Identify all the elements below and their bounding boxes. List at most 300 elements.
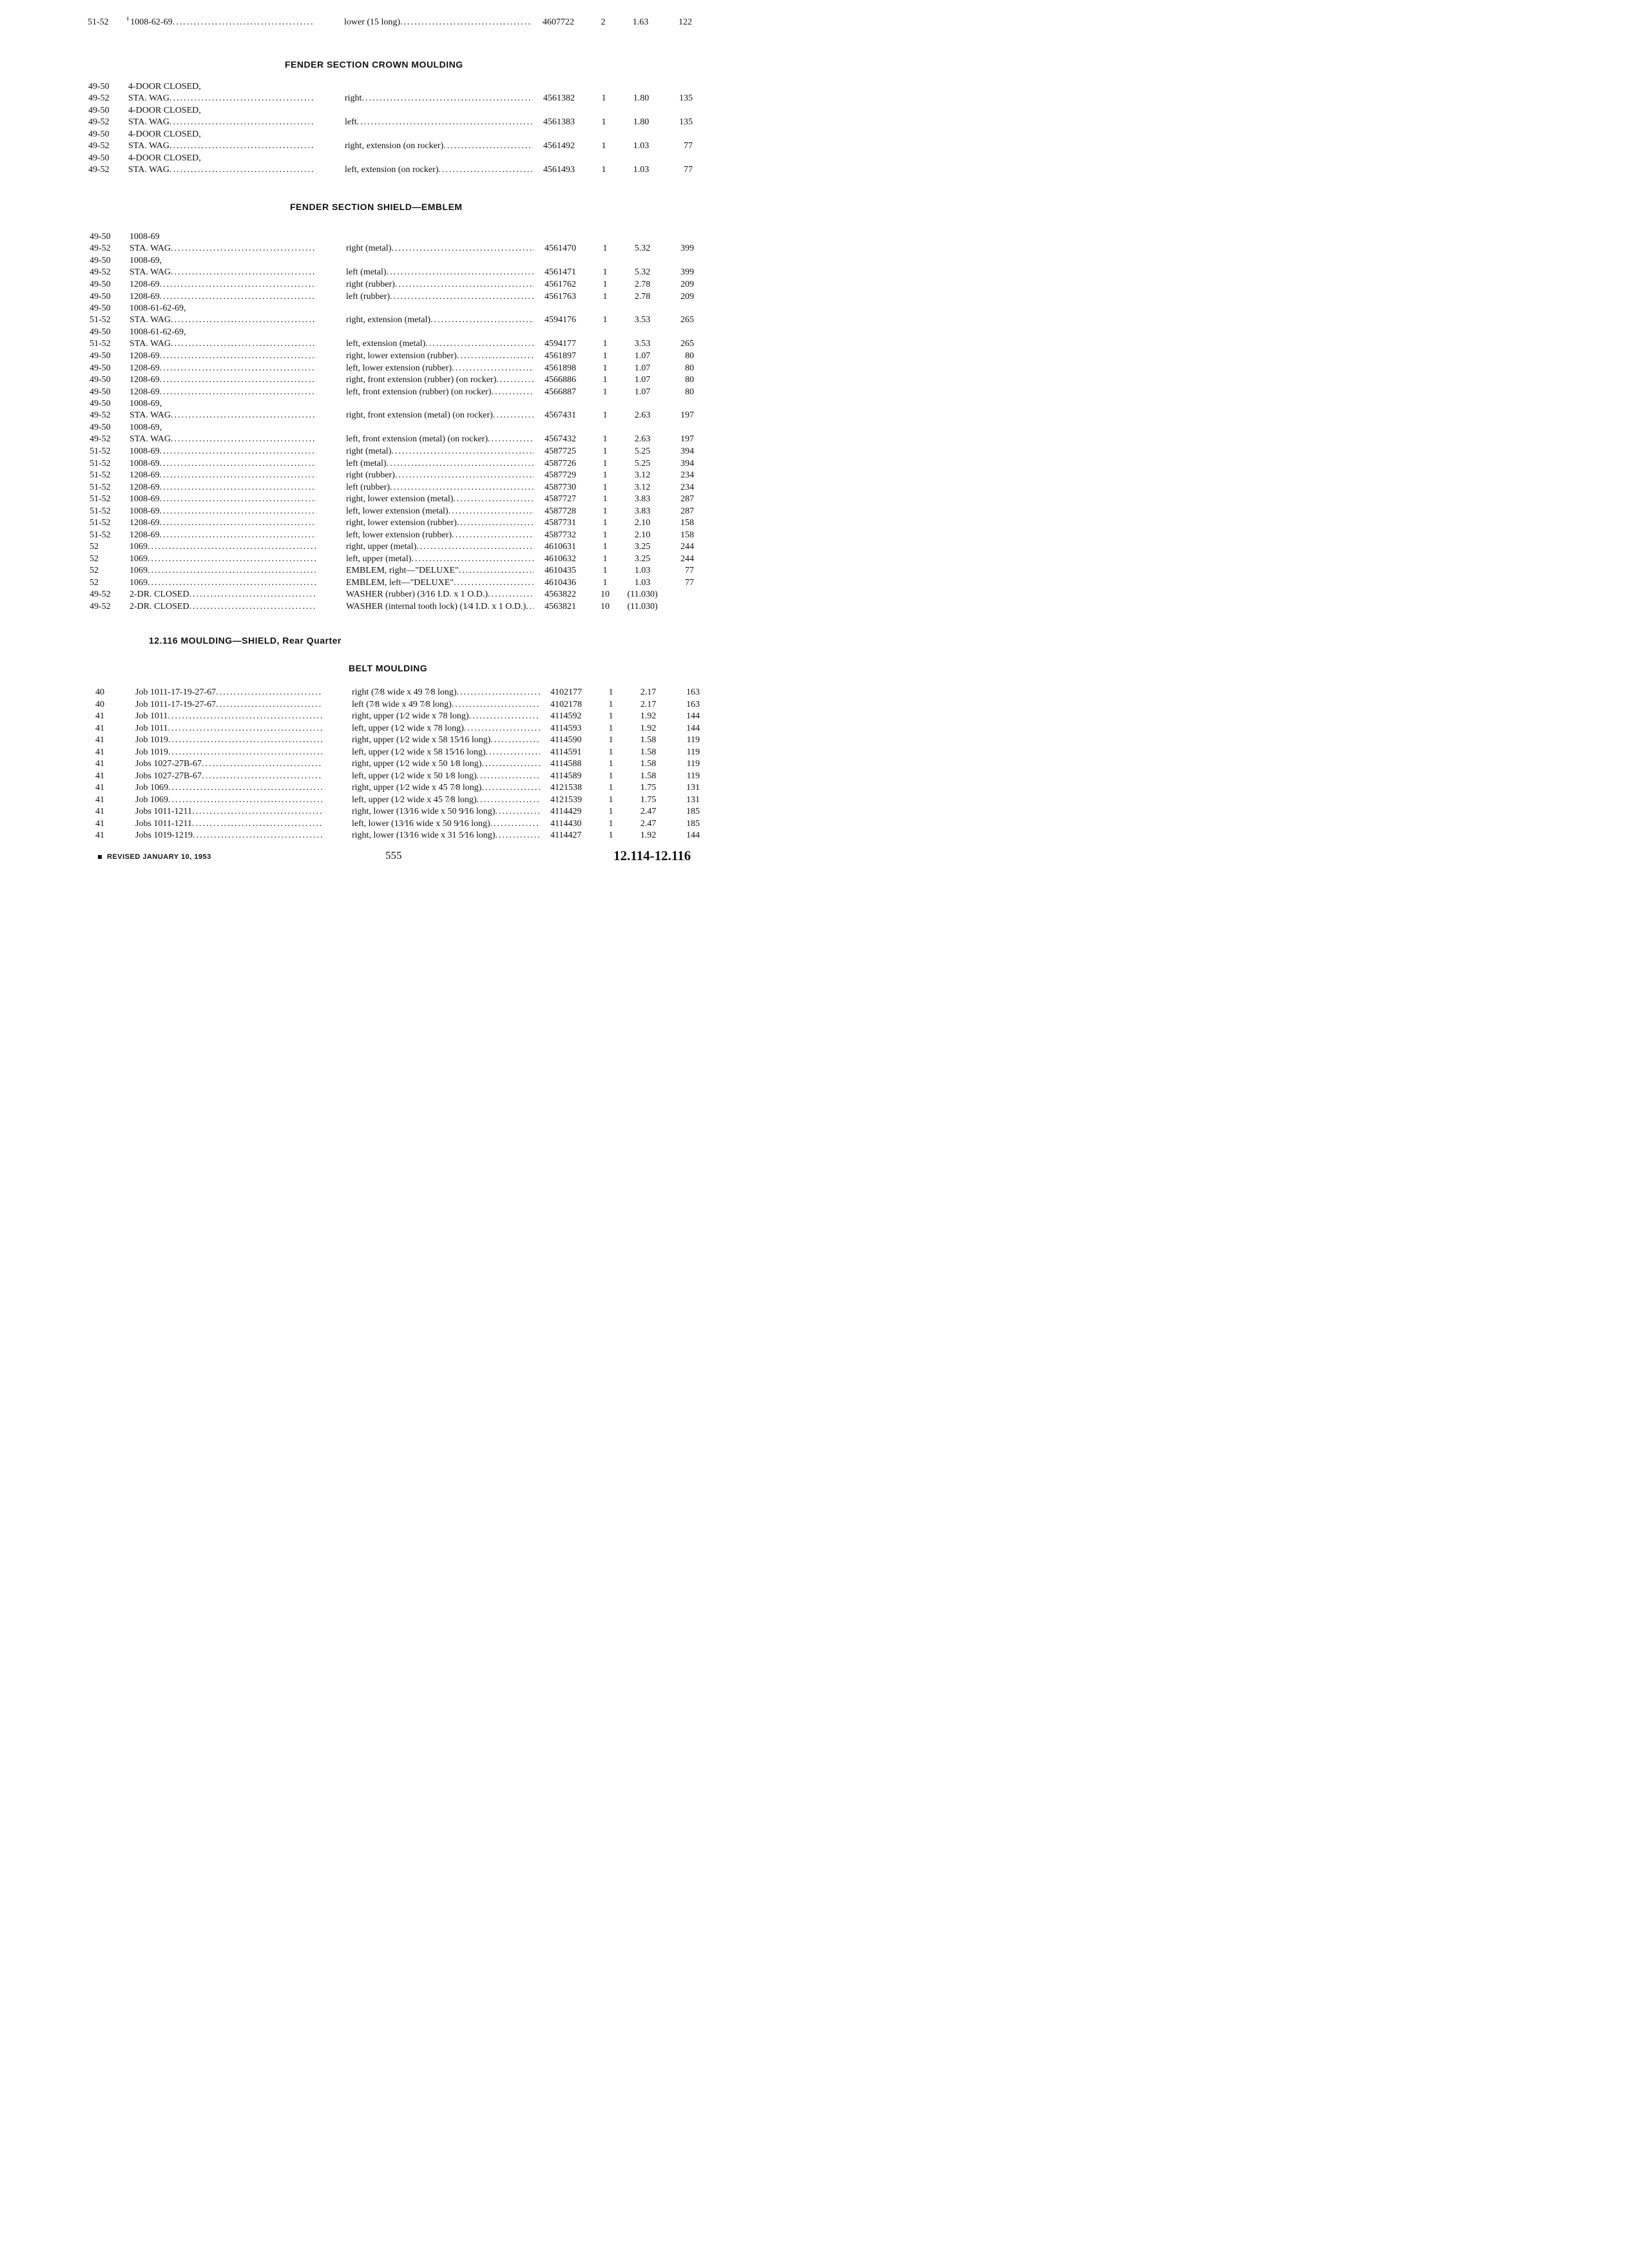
dot-leader bbox=[160, 482, 316, 494]
body-type bbox=[130, 387, 316, 398]
body-type: 1008-61-62-69, bbox=[130, 327, 186, 337]
dot-leader bbox=[495, 830, 540, 841]
dot-leader bbox=[491, 387, 534, 398]
list-price: 2.78 bbox=[634, 280, 651, 289]
body-type-text: Jobs 1011-1211 bbox=[135, 807, 193, 816]
part-description bbox=[344, 17, 532, 28]
dot-leader bbox=[169, 117, 315, 128]
part-number: 4561471 bbox=[545, 267, 576, 277]
part-description bbox=[346, 553, 534, 565]
dot-leader bbox=[443, 140, 533, 152]
part-number: 4567432 bbox=[545, 434, 576, 444]
model-years bbox=[88, 105, 127, 128]
list-price: 1.80 bbox=[633, 117, 650, 127]
quantity: 10 bbox=[601, 590, 610, 599]
part-description-text: left, upper (1⁄2 wide x 50 1⁄8 long) bbox=[352, 771, 477, 781]
part-description-text: left, lower extension (metal) bbox=[346, 506, 448, 516]
model-year: 49-50 bbox=[88, 130, 110, 139]
part-description bbox=[352, 711, 540, 722]
part-number: 4114592 bbox=[550, 711, 582, 721]
body-types bbox=[130, 506, 316, 517]
body-type bbox=[130, 482, 316, 494]
body-types bbox=[135, 806, 322, 818]
dot-leader bbox=[469, 711, 540, 722]
part-number: 4114593 bbox=[550, 723, 582, 733]
model-year: 51-52 bbox=[88, 17, 109, 27]
body-type bbox=[130, 243, 316, 255]
part-description-text: right (metal) bbox=[346, 244, 392, 253]
list-price: 1.58 bbox=[640, 735, 657, 745]
body-type-text: Job 1011 bbox=[135, 711, 168, 721]
list-price: 3.83 bbox=[634, 506, 651, 516]
body-type-text: 1208-69 bbox=[130, 351, 160, 361]
dot-leader bbox=[171, 314, 316, 326]
body-types bbox=[135, 687, 322, 698]
body-type-text: Job 1069 bbox=[135, 783, 168, 793]
dot-leader bbox=[160, 363, 316, 374]
model-years bbox=[95, 747, 134, 758]
part-description-text: left, upper (1⁄2 wide x 45 7⁄8 long) bbox=[352, 794, 477, 805]
body-type bbox=[130, 351, 316, 362]
quantity: 1 bbox=[602, 494, 608, 504]
quantity: 1 bbox=[602, 339, 608, 349]
body-type-text: STA. WAG bbox=[128, 165, 169, 175]
model-years bbox=[90, 577, 128, 589]
model-years bbox=[90, 601, 128, 613]
list-price: 1.03 bbox=[634, 566, 651, 575]
body-type bbox=[135, 735, 322, 746]
body-types bbox=[130, 279, 316, 291]
body-type-text: Job 1011 bbox=[135, 723, 168, 733]
weight: 265 bbox=[680, 339, 694, 349]
dot-leader bbox=[171, 243, 316, 255]
model-year: 51-52 bbox=[90, 470, 111, 480]
body-type-text: Jobs 1027-27B-67 bbox=[135, 771, 202, 781]
dot-leader bbox=[395, 470, 534, 481]
body-types bbox=[128, 105, 315, 128]
model-years bbox=[90, 279, 128, 291]
part-description bbox=[345, 93, 533, 104]
body-type bbox=[130, 446, 316, 457]
model-year: 49-52 bbox=[90, 410, 111, 420]
catalog-page bbox=[0, 0, 730, 1000]
dot-leader bbox=[430, 314, 534, 326]
model-year: 49-50 bbox=[88, 82, 110, 91]
model-year: 41 bbox=[95, 818, 104, 829]
dot-leader bbox=[168, 735, 322, 746]
body-types bbox=[130, 517, 316, 529]
body-types bbox=[130, 303, 316, 326]
body-types bbox=[135, 758, 322, 770]
body-types bbox=[130, 482, 316, 494]
dot-leader bbox=[390, 482, 534, 494]
body-type bbox=[130, 517, 316, 529]
body-type-text: STA. WAG bbox=[128, 93, 169, 103]
weight: 265 bbox=[680, 315, 694, 325]
dot-leader bbox=[160, 530, 316, 541]
body-types bbox=[135, 830, 322, 841]
model-year: 49-50 bbox=[90, 327, 111, 337]
body-type-text: STA. WAG bbox=[128, 141, 169, 151]
part-description bbox=[345, 117, 533, 128]
weight: 77 bbox=[685, 577, 694, 588]
dot-leader bbox=[457, 517, 534, 529]
part-description-text: right, upper (metal) bbox=[346, 542, 417, 552]
body-types bbox=[135, 794, 322, 806]
body-types bbox=[130, 530, 316, 541]
body-types bbox=[135, 818, 322, 830]
list-price: 1.07 bbox=[634, 375, 651, 385]
part-number: 4566887 bbox=[545, 387, 576, 397]
model-years bbox=[95, 735, 134, 746]
body-type bbox=[130, 553, 316, 565]
dot-leader bbox=[457, 687, 540, 698]
part-description bbox=[346, 577, 534, 589]
body-types bbox=[135, 747, 322, 758]
body-type bbox=[128, 140, 315, 152]
dot-leader bbox=[488, 434, 534, 445]
weight: 135 bbox=[679, 93, 693, 103]
weight: 80 bbox=[685, 363, 694, 373]
body-type-text: 1008-69 bbox=[130, 506, 160, 516]
quantity: 1 bbox=[608, 687, 613, 697]
part-description-text: left, lower extension (rubber) bbox=[346, 363, 452, 373]
body-type: 1008-61-62-69, bbox=[130, 303, 186, 313]
model-year: 51-52 bbox=[90, 482, 111, 492]
list-price: 1.75 bbox=[640, 794, 657, 805]
body-types bbox=[130, 363, 316, 374]
body-types bbox=[135, 711, 322, 722]
body-types bbox=[135, 771, 322, 782]
part-description-text: left, upper (metal) bbox=[346, 553, 412, 564]
model-years bbox=[90, 470, 128, 481]
dot-leader bbox=[148, 565, 316, 577]
body-types bbox=[130, 470, 316, 481]
quantity: 1 bbox=[602, 267, 608, 277]
quantity: 1 bbox=[602, 542, 608, 552]
body-type-text: Jobs 1019-1219 bbox=[135, 831, 193, 840]
dot-leader bbox=[160, 446, 316, 457]
model-years bbox=[88, 153, 127, 176]
part-description bbox=[352, 806, 540, 818]
dot-leader bbox=[454, 577, 534, 589]
weight: 144 bbox=[686, 711, 700, 721]
part-number: 4563822 bbox=[545, 590, 576, 599]
body-type-text: Jobs 1011-1211 bbox=[135, 818, 193, 829]
body-type-text: Job 1069 bbox=[135, 794, 168, 805]
part-description bbox=[346, 470, 534, 481]
body-type bbox=[130, 291, 316, 303]
dot-leader bbox=[160, 517, 316, 529]
dot-leader bbox=[160, 506, 316, 517]
body-type bbox=[135, 723, 322, 735]
body-type bbox=[135, 782, 322, 794]
model-year: 51-52 bbox=[90, 339, 111, 349]
weight: 77 bbox=[684, 165, 693, 175]
part-description-text: right, lower (13⁄16 wide x 50 9⁄16 long) bbox=[352, 807, 496, 816]
part-description bbox=[346, 410, 534, 421]
body-types bbox=[130, 327, 316, 350]
part-description-text: right, extension (on rocker) bbox=[345, 141, 444, 151]
part-description-text: left, lower extension (rubber) bbox=[346, 530, 452, 540]
part-number: 4561493 bbox=[543, 165, 575, 175]
quantity: 1 bbox=[608, 794, 613, 805]
part-description-text: right (rubber) bbox=[346, 280, 395, 289]
part-description-text: left, front extension (rubber) (on rocker) bbox=[346, 387, 492, 397]
dot-leader bbox=[171, 267, 316, 278]
quantity: 1 bbox=[602, 363, 608, 373]
model-years bbox=[95, 687, 134, 698]
body-types bbox=[130, 577, 316, 589]
part-number: 4587727 bbox=[545, 494, 576, 504]
body-type-text: 1069 bbox=[130, 553, 148, 564]
weight: 197 bbox=[680, 410, 694, 420]
dot-leader bbox=[193, 830, 322, 841]
part-description-text: right, upper (1⁄2 wide x 50 1⁄8 long) bbox=[352, 759, 482, 769]
part-number: 4587729 bbox=[545, 470, 576, 480]
list-price: 3.25 bbox=[634, 553, 651, 564]
dot-leader bbox=[160, 279, 316, 291]
dot-leader bbox=[160, 470, 316, 481]
body-type bbox=[130, 279, 316, 291]
body-types bbox=[128, 129, 315, 152]
list-price: 1.03 bbox=[634, 577, 651, 588]
part-description bbox=[346, 494, 534, 505]
part-description bbox=[346, 541, 534, 553]
model-year: 49-52 bbox=[90, 244, 111, 253]
model-years bbox=[90, 398, 128, 421]
weight: 209 bbox=[680, 291, 694, 302]
quantity: 1 bbox=[602, 553, 608, 564]
weight: 135 bbox=[679, 117, 693, 127]
dot-leader bbox=[169, 164, 315, 176]
dot-leader bbox=[148, 553, 316, 565]
model-years bbox=[95, 794, 134, 806]
model-year: 49-50 bbox=[90, 232, 111, 242]
model-years bbox=[90, 291, 128, 303]
model-year: 49-50 bbox=[90, 291, 111, 302]
model-year: 49-52 bbox=[90, 601, 111, 611]
dot-leader bbox=[526, 601, 534, 613]
model-years bbox=[90, 482, 128, 494]
body-types bbox=[130, 291, 316, 303]
weight: 144 bbox=[686, 831, 700, 840]
part-description bbox=[346, 589, 534, 601]
part-description-text: left bbox=[345, 117, 357, 127]
body-type-text: STA. WAG bbox=[128, 117, 169, 127]
list-price: 1.07 bbox=[634, 387, 651, 397]
weight: 119 bbox=[686, 759, 700, 769]
dot-leader bbox=[391, 243, 534, 255]
dot-leader bbox=[425, 338, 534, 350]
part-number: 4587726 bbox=[545, 458, 576, 468]
quantity: 1 bbox=[602, 447, 608, 456]
list-price: 3.53 bbox=[634, 315, 651, 325]
part-number: 4114430 bbox=[550, 818, 582, 829]
dot-leader bbox=[202, 771, 322, 782]
part-description-text: left, extension (on rocker) bbox=[345, 165, 439, 175]
body-type-text: Jobs 1027-27B-67 bbox=[135, 759, 202, 769]
quantity: 1 bbox=[601, 165, 606, 175]
body-type-text: STA. WAG bbox=[130, 315, 171, 325]
part-number: 4563821 bbox=[545, 601, 576, 611]
body-type-text: STA. WAG bbox=[130, 267, 171, 277]
model-years bbox=[88, 81, 127, 104]
list-price: 1.07 bbox=[634, 351, 651, 361]
model-year: 51-52 bbox=[90, 506, 111, 516]
revised-note bbox=[98, 853, 211, 861]
part-number: 4114591 bbox=[550, 747, 582, 757]
part-description-text: left (rubber) bbox=[346, 482, 390, 492]
model-year: 49-52 bbox=[88, 117, 110, 127]
model-year: 41 bbox=[95, 711, 104, 721]
model-years bbox=[95, 818, 134, 830]
part-description bbox=[346, 291, 534, 303]
body-type bbox=[130, 530, 316, 541]
quantity: 1 bbox=[601, 117, 606, 127]
model-year: 41 bbox=[95, 807, 104, 816]
model-years bbox=[90, 458, 128, 470]
section-heading-shield: FENDER SECTION SHIELD—EMBLEM bbox=[290, 202, 463, 212]
part-description bbox=[346, 279, 534, 291]
part-description-text: right, front extension (rubber) (on rocker) bbox=[346, 375, 497, 385]
dot-leader bbox=[481, 758, 540, 770]
body-type-text: 1208-69 bbox=[130, 280, 160, 289]
list-price: 3.12 bbox=[634, 482, 651, 492]
body-type: 4-DOOR CLOSED, bbox=[128, 106, 201, 115]
list-price: 3.53 bbox=[634, 339, 651, 349]
dot-leader bbox=[387, 267, 534, 278]
part-description bbox=[352, 758, 540, 770]
part-number: 4114427 bbox=[550, 831, 582, 840]
body-types bbox=[135, 723, 322, 735]
body-types bbox=[130, 422, 316, 445]
body-type-text: STA. WAG bbox=[130, 434, 171, 444]
body-type-text: 1069 bbox=[130, 542, 148, 552]
model-year: 41 bbox=[95, 831, 104, 840]
dot-leader bbox=[148, 541, 316, 553]
model-year: 49-50 bbox=[90, 280, 111, 289]
quantity: 1 bbox=[601, 93, 606, 103]
quantity: 1 bbox=[602, 291, 608, 302]
model-year: 49-50 bbox=[90, 256, 111, 265]
quantity: 1 bbox=[608, 771, 613, 781]
body-type bbox=[130, 410, 316, 421]
body-type bbox=[130, 338, 316, 350]
model-years bbox=[90, 351, 128, 362]
part-description-text: left, lower (13⁄16 wide x 50 9⁄16 long) bbox=[352, 818, 490, 829]
part-description bbox=[346, 482, 534, 494]
part-description-text: right, lower extension (rubber) bbox=[346, 351, 457, 361]
body-types bbox=[130, 255, 316, 278]
quantity: 1 bbox=[608, 818, 613, 829]
weight: 80 bbox=[685, 387, 694, 397]
body-type-text: 1008-69 bbox=[130, 494, 160, 504]
weight: 80 bbox=[685, 351, 694, 361]
part-description bbox=[346, 314, 534, 326]
part-description bbox=[346, 506, 534, 517]
body-types bbox=[130, 565, 316, 577]
weight: 131 bbox=[686, 783, 700, 793]
dot-leader bbox=[490, 818, 540, 830]
dot-leader bbox=[400, 17, 532, 28]
part-description bbox=[352, 782, 540, 794]
model-years bbox=[95, 758, 134, 770]
list-price: 1.58 bbox=[640, 771, 657, 781]
list-price: 2.47 bbox=[640, 818, 657, 829]
dot-leader bbox=[189, 601, 316, 613]
weight: 394 bbox=[680, 447, 694, 456]
model-years bbox=[95, 806, 134, 818]
part-description-text: WASHER (rubber) (3⁄16 I.D. x 1 O.D.) bbox=[346, 590, 488, 599]
dot-leader bbox=[171, 338, 316, 350]
dot-leader bbox=[168, 782, 322, 794]
model-year: 51-52 bbox=[90, 518, 111, 528]
part-description bbox=[352, 723, 540, 735]
part-description bbox=[346, 374, 534, 386]
part-number: 4587731 bbox=[545, 518, 576, 528]
model-years bbox=[95, 782, 134, 794]
body-type bbox=[130, 541, 316, 553]
weight: 399 bbox=[680, 244, 694, 253]
list-price: 1.92 bbox=[640, 711, 657, 721]
part-description bbox=[346, 363, 534, 374]
weight: 163 bbox=[686, 687, 700, 697]
model-year: 49-50 bbox=[90, 423, 111, 432]
model-year: 40 bbox=[95, 687, 104, 697]
body-type bbox=[135, 747, 322, 758]
body-type: 1008-69, bbox=[130, 399, 162, 408]
body-type bbox=[135, 794, 322, 806]
model-year: 49-50 bbox=[88, 153, 110, 163]
part-number: 4566886 bbox=[545, 375, 576, 385]
list-price: 1.80 bbox=[633, 93, 650, 103]
body-type bbox=[130, 458, 316, 470]
model-year: 41 bbox=[95, 747, 104, 757]
quantity: 1 bbox=[602, 375, 608, 385]
body-type-text: 1069 bbox=[130, 577, 148, 588]
body-type-text: 1208-69 bbox=[130, 530, 160, 540]
part-number: 4121538 bbox=[550, 783, 582, 793]
part-description bbox=[352, 794, 540, 806]
weight: 394 bbox=[680, 458, 694, 468]
model-years bbox=[90, 530, 128, 541]
model-year: 49-50 bbox=[90, 399, 111, 408]
dot-leader bbox=[160, 387, 316, 398]
part-description bbox=[346, 517, 534, 529]
model-year: 49-50 bbox=[90, 351, 111, 361]
weight: 80 bbox=[685, 375, 694, 385]
quantity: 10 bbox=[601, 601, 610, 611]
body-type bbox=[130, 565, 316, 577]
body-type-text: 1208-69 bbox=[130, 387, 160, 397]
part-number: 4561763 bbox=[545, 291, 576, 302]
part-number: 4114589 bbox=[550, 771, 582, 781]
quantity: 2 bbox=[601, 17, 606, 27]
dot-leader bbox=[168, 723, 322, 735]
body-types bbox=[130, 601, 316, 613]
quantity: 1 bbox=[602, 470, 608, 480]
quantity: 1 bbox=[602, 410, 608, 420]
weight: 158 bbox=[680, 530, 694, 540]
body-type bbox=[130, 601, 316, 613]
part-number: 4610631 bbox=[545, 542, 576, 552]
model-year: 49-52 bbox=[88, 165, 110, 175]
weight: 119 bbox=[686, 747, 700, 757]
part-description bbox=[346, 446, 534, 457]
model-years bbox=[95, 699, 134, 711]
part-number: 4102177 bbox=[550, 687, 582, 697]
